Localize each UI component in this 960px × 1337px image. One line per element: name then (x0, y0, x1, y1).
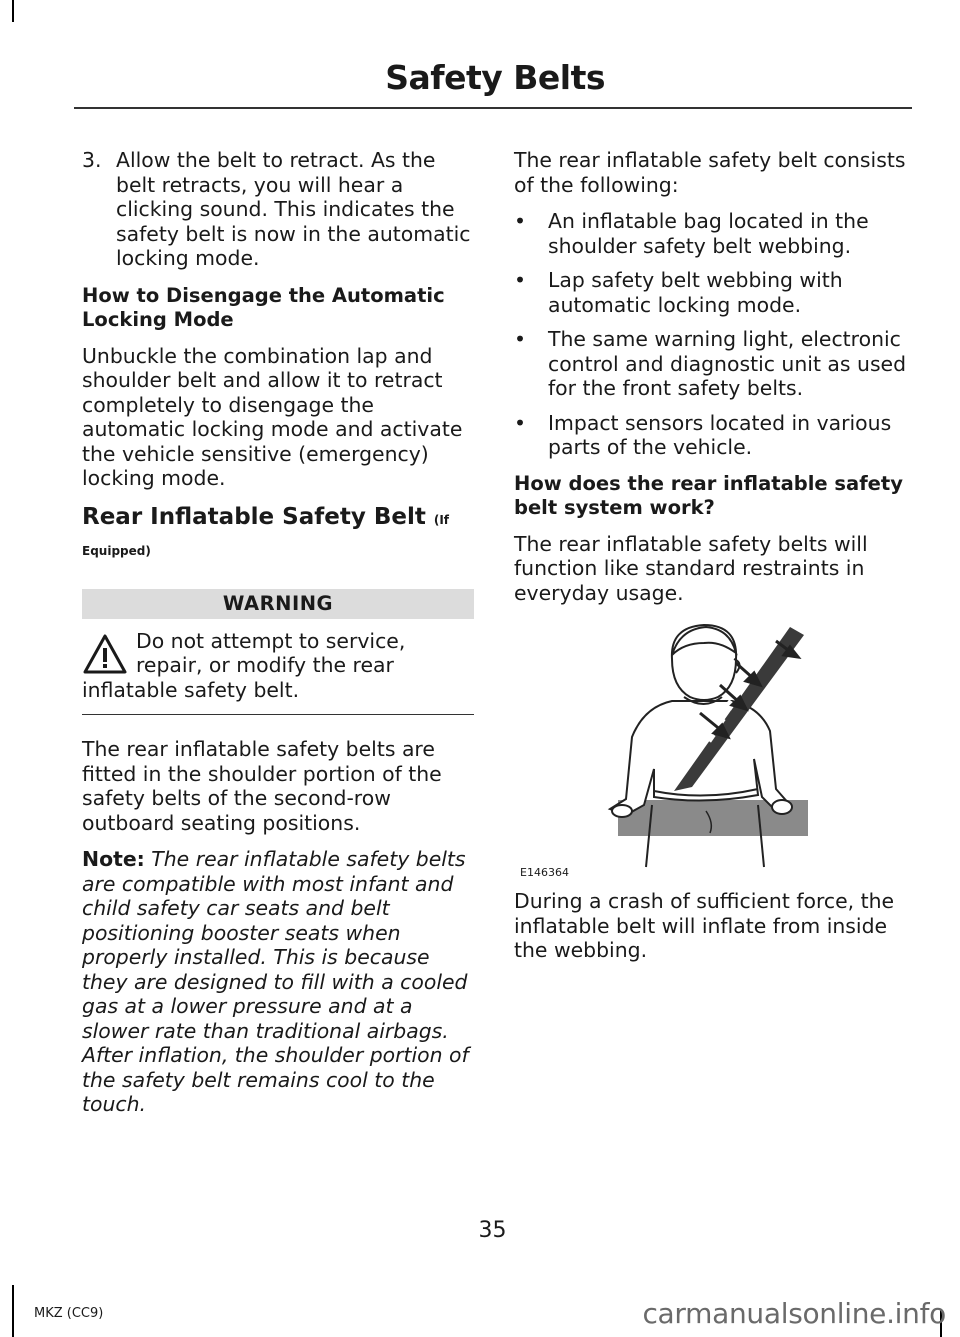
list-item (514, 209, 909, 258)
bullet: • (514, 268, 527, 292)
paragraph-consists: The rear inflatable safety belt consists of the following: (514, 148, 906, 197)
figure-code: E146364 (520, 866, 569, 879)
component-list (514, 209, 909, 460)
footer-model: MKZ (CC9) (34, 1306, 104, 1321)
heading-disengage: How to Disengage the Automatic Locking Mode (82, 283, 445, 331)
list-item-text: The same warning light, electronic control and diagnostic unit as used for the front safety belts. (548, 327, 907, 400)
list-item-text: Impact sensors located in various parts of the vehicle. (548, 410, 892, 459)
section-title-suffix: (If Equipped) (82, 512, 450, 558)
warning-box (82, 619, 474, 703)
note-label: Note: (82, 847, 145, 871)
section-title (82, 503, 474, 565)
bullet: • (514, 410, 527, 435)
section-title-text: Rear Inflatable Safety Belt (82, 503, 426, 530)
warning-triangle-icon (82, 633, 128, 675)
paragraph-fitted: The rear inflatable safety belts are fitted in the shoulder portion of the safety belts of the second-row outboard seating positions. (82, 737, 442, 835)
inflatable-belt-illustration (514, 619, 810, 879)
right-column (514, 148, 909, 975)
list-item-text: An inflatable bag located in the shoulder safety belt webbing. (548, 209, 869, 258)
note (82, 847, 474, 1117)
note-text: The rear inflatable safety belts are compatible with most infant and child safety car seats and belt positioning booster seats when properly installed. This is because they are designed to fill with a cooled gas at a lower pressure and at a slower rate than traditional airbags. After inflation, the shoulder portion of the safety belt remains cool to the touch. (82, 847, 469, 1116)
crop-mark (12, 1285, 14, 1337)
heading-how-it-works: How does the rear inflatable safety belt system work? (514, 471, 903, 519)
warning-divider (82, 714, 474, 715)
list-item-text: Lap safety belt webbing with automatic locking mode. (548, 268, 843, 317)
list-item (514, 268, 909, 317)
child-in-belt-drawing (514, 619, 810, 869)
bullet: • (514, 327, 527, 351)
step-number: 3. (82, 148, 102, 172)
page-number: 35 (478, 1218, 507, 1243)
crop-mark (12, 0, 14, 22)
bullet: • (514, 209, 527, 233)
left-column (82, 148, 474, 1129)
numbered-step (82, 148, 474, 271)
list-item (514, 327, 909, 401)
paragraph-function: The rear inflatable safety belts will function like standard restraints in everyday usage. (514, 531, 868, 605)
list-item (514, 411, 909, 460)
paragraph-disengage: Unbuckle the combination lap and shoulder belt and allow it to retract completely to disengage the automatic locking mode and activate the vehicle sensitive (emergency) locking mode. (82, 343, 463, 490)
header-divider (74, 107, 912, 109)
step-text: Allow the belt to retract. As the belt retracts, you will hear a clicking sound. This indicates the safety belt is now in the automatic locking mode. (116, 148, 471, 270)
watermark: carmanualsonline.info (642, 1297, 946, 1330)
paragraph-crash: During a crash of sufficient force, the inflatable belt will inflate from inside the webbing. (514, 889, 895, 962)
page-title: Safety Belts (385, 58, 605, 97)
warning-heading: WARNING (82, 589, 474, 619)
warning-text: Do not attempt to service, repair, or modify the rear inflatable safety belt. (82, 628, 406, 702)
